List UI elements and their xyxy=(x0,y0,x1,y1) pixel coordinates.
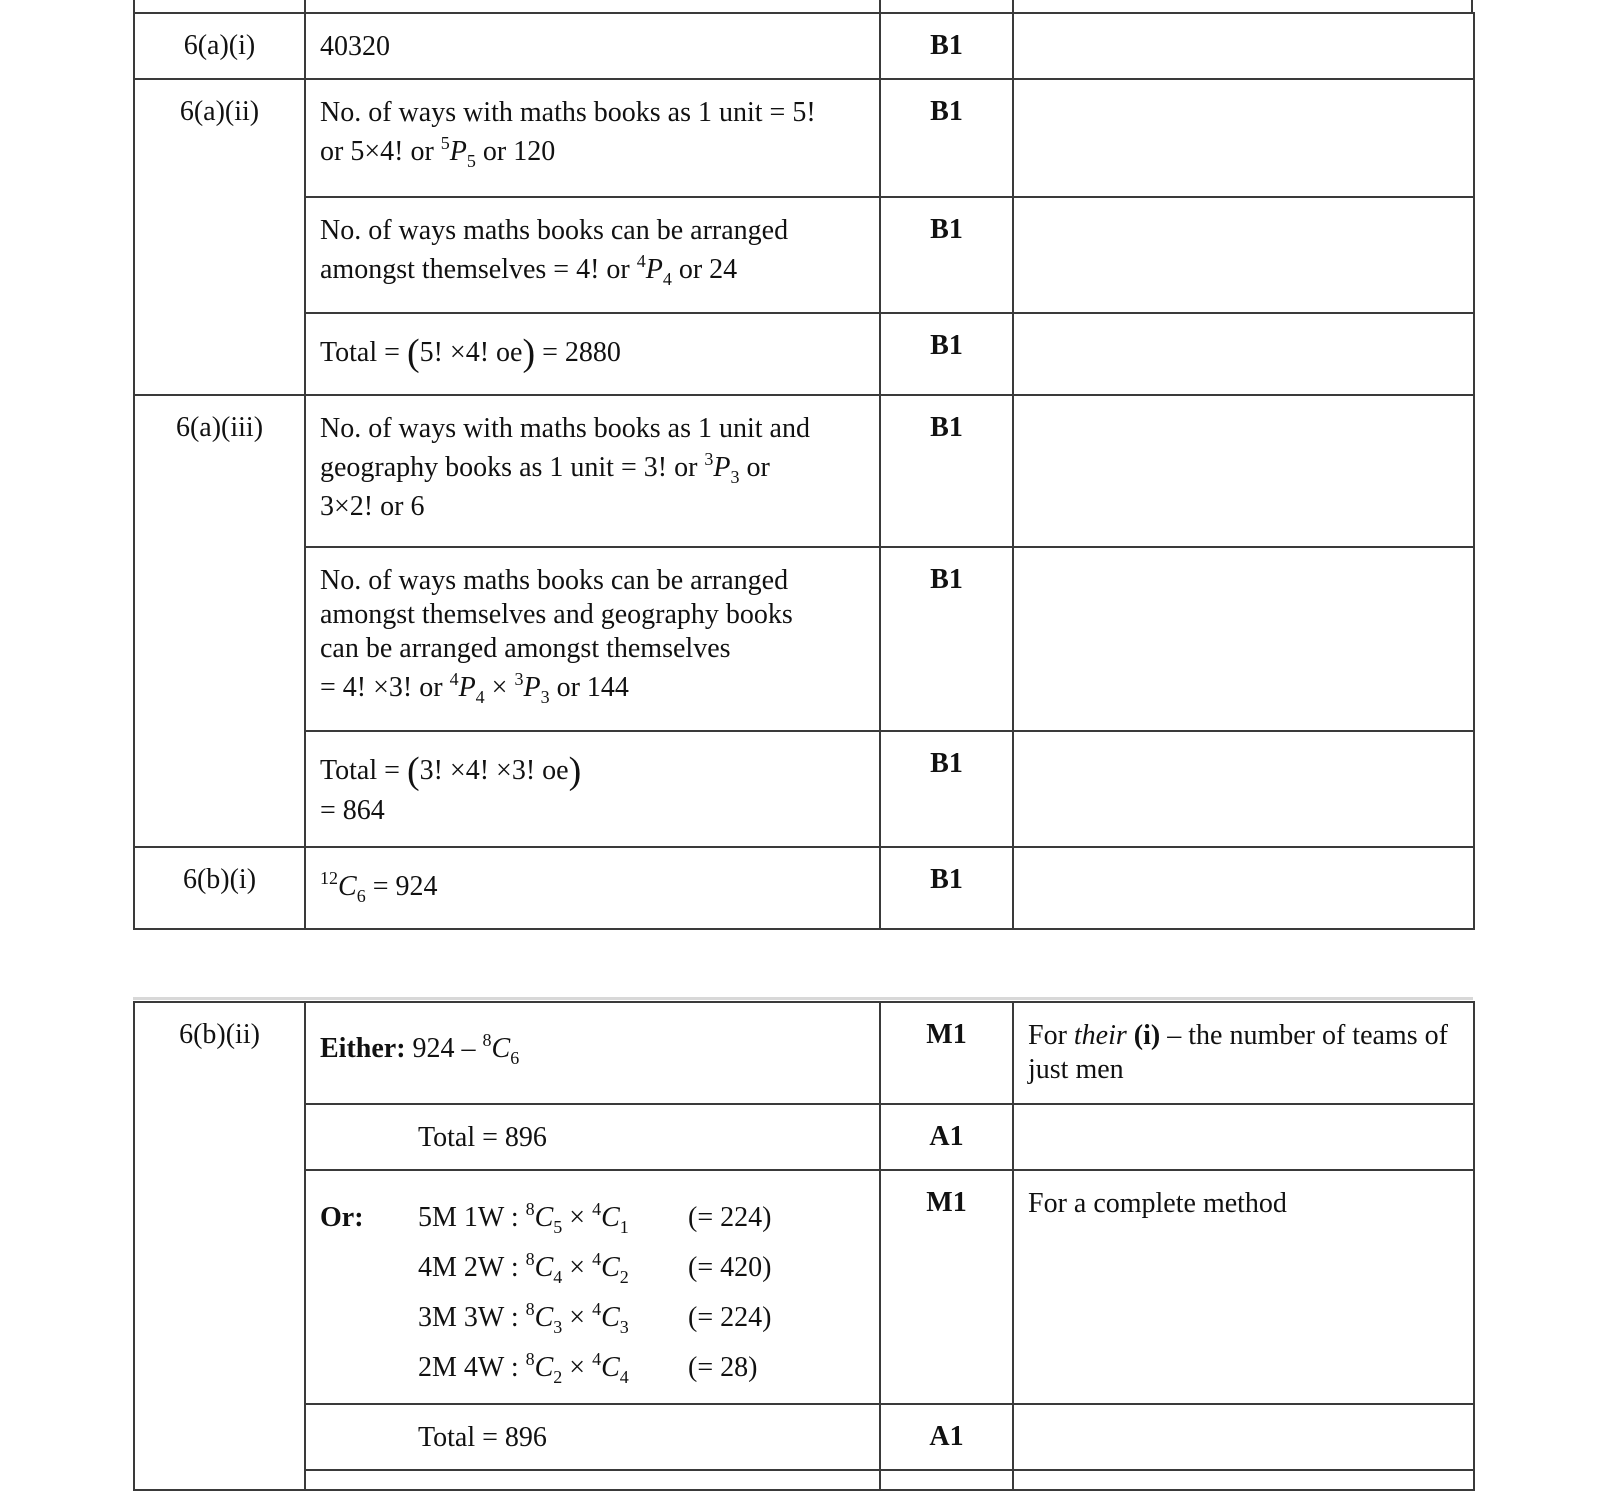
or-method xyxy=(320,1193,865,1393)
mark-scheme-table-b xyxy=(133,1001,1475,1491)
mark-cell: B1 xyxy=(880,79,1013,197)
paren-open: ( xyxy=(406,332,420,374)
mark-cell: B1 xyxy=(880,847,1013,929)
guidance-cell: For a complete method xyxy=(1013,1170,1474,1404)
guidance-cell xyxy=(1013,547,1474,731)
table-row xyxy=(134,1002,1474,1104)
answer-cell: No. of ways with maths books as 1 unit and geography books as 1 unit = 3! or $^3P_3$ or 3×2! or 6 xyxy=(305,395,880,547)
answer-line: amongst themselves = 4! or $^4P_4$ or 24 xyxy=(320,251,738,289)
table-border-stub xyxy=(304,0,306,12)
or-line-2: 4M 2W : $^8C_4 \times ^4C_2$ (= 420) xyxy=(418,1249,772,1287)
guidance-cell xyxy=(1013,313,1474,395)
paren-close: ) xyxy=(568,750,582,792)
guidance-cell xyxy=(1013,847,1474,929)
guidance-cell xyxy=(1013,1470,1474,1490)
guidance-cell xyxy=(1013,731,1474,847)
table-row xyxy=(134,395,1474,547)
answer-cell: No. of ways maths books can be arranged amongst themselves and geography books can be arranged amongst themselves = 4! ×3! or $^4P_4 \times ^3P_3$ or 144 xyxy=(305,547,880,731)
mark-cell: A1 xyxy=(880,1104,1013,1170)
table-row xyxy=(134,847,1474,929)
mark-cell: B1 xyxy=(880,13,1013,79)
answer-cell: 40320 xyxy=(305,13,880,79)
table-row xyxy=(134,313,1474,395)
table-border-stub xyxy=(879,0,881,12)
question-number: 6(a)(i) xyxy=(134,13,305,79)
guidance-cell xyxy=(1013,197,1474,313)
table-row xyxy=(134,1404,1474,1470)
answer-cell xyxy=(305,1170,880,1404)
page-break-line xyxy=(133,997,1473,1000)
table-row xyxy=(134,1470,1474,1490)
answer-cell: Total = 896 xyxy=(305,1404,880,1470)
or-line-3: 3M 3W : $^8C_3 \times ^4C_3$ (= 224) xyxy=(418,1299,772,1337)
answer-line: or 5×4! or $^5P_5$ or 120 xyxy=(320,133,556,171)
answer-cell xyxy=(305,1002,880,1104)
mark-cell: B1 xyxy=(880,731,1013,847)
table-border-stub xyxy=(1471,0,1473,12)
answer-line: geography books as 1 unit = 3! or $^3P_3$ or xyxy=(320,449,770,487)
answer-cell xyxy=(305,1470,880,1490)
answer-cell xyxy=(305,313,880,395)
question-number: 6(a)(iii) xyxy=(134,395,305,847)
table-border-stub xyxy=(133,0,135,12)
mark-cell: B1 xyxy=(880,197,1013,313)
guidance-cell xyxy=(1013,395,1474,547)
mark-cell: B1 xyxy=(880,547,1013,731)
mark-cell: M1 xyxy=(880,1002,1013,1104)
or-label: Or: xyxy=(320,1202,364,1233)
table-border-stub xyxy=(1012,0,1014,12)
guidance-cell: For their (i) – the number of teams of just men xyxy=(1013,1002,1474,1104)
or-lines xyxy=(418,1193,771,1393)
table-row xyxy=(134,1104,1474,1170)
question-number: 6(a)(ii) xyxy=(134,79,305,395)
guidance-cell xyxy=(1013,79,1474,197)
table-row xyxy=(134,1170,1474,1404)
mark-cell: B1 xyxy=(880,395,1013,547)
question-number: 6(b)(ii) xyxy=(134,1002,305,1490)
table-row xyxy=(134,197,1474,313)
answer-line: Total = (5! ×4! oe) = 2880 xyxy=(320,332,621,374)
table-row xyxy=(134,731,1474,847)
guidance-cell xyxy=(1013,13,1474,79)
answer-cell: No. of ways with maths books as 1 unit = 5! or 5×4! or $^5P_5$ or 120 xyxy=(305,79,880,197)
table-row xyxy=(134,13,1474,79)
guidance-cell xyxy=(1013,1404,1474,1470)
mark-cell: B1 xyxy=(880,313,1013,395)
paren-close: ) xyxy=(522,332,536,374)
answer-line: $^{12}C_6 = 924$ xyxy=(320,868,438,906)
answer-cell xyxy=(305,847,880,929)
table-row xyxy=(134,547,1474,731)
or-line-1: 5M 1W : $^8C_5 \times ^4C_1$ (= 224) xyxy=(418,1199,772,1237)
guidance-cell xyxy=(1013,1104,1474,1170)
mark-cell: A1 xyxy=(880,1404,1013,1470)
mark-cell xyxy=(880,1470,1013,1490)
mark-cell: M1 xyxy=(880,1170,1013,1404)
answer-cell: No. of ways maths books can be arranged amongst themselves = 4! or $^4P_4$ or 24 xyxy=(305,197,880,313)
answer-line: = 4! ×3! or $^4P_4 \times ^3P_3$ or 144 xyxy=(320,669,629,707)
answer-line: Total = (3! ×4! ×3! oe) xyxy=(320,750,582,792)
answer-cell: Total = (3! ×4! ×3! oe) = 864 xyxy=(305,731,880,847)
table-row xyxy=(134,79,1474,197)
answer-line: Either: $924 - ^8C_6$ xyxy=(320,1030,520,1068)
answer-cell: Total = 896 xyxy=(305,1104,880,1170)
or-line-4: 2M 4W : $^8C_2 \times ^4C_4$ (= 28) xyxy=(418,1349,758,1387)
mark-scheme-table-a xyxy=(133,12,1475,930)
paren-open: ( xyxy=(406,750,420,792)
question-number: 6(b)(i) xyxy=(134,847,305,929)
